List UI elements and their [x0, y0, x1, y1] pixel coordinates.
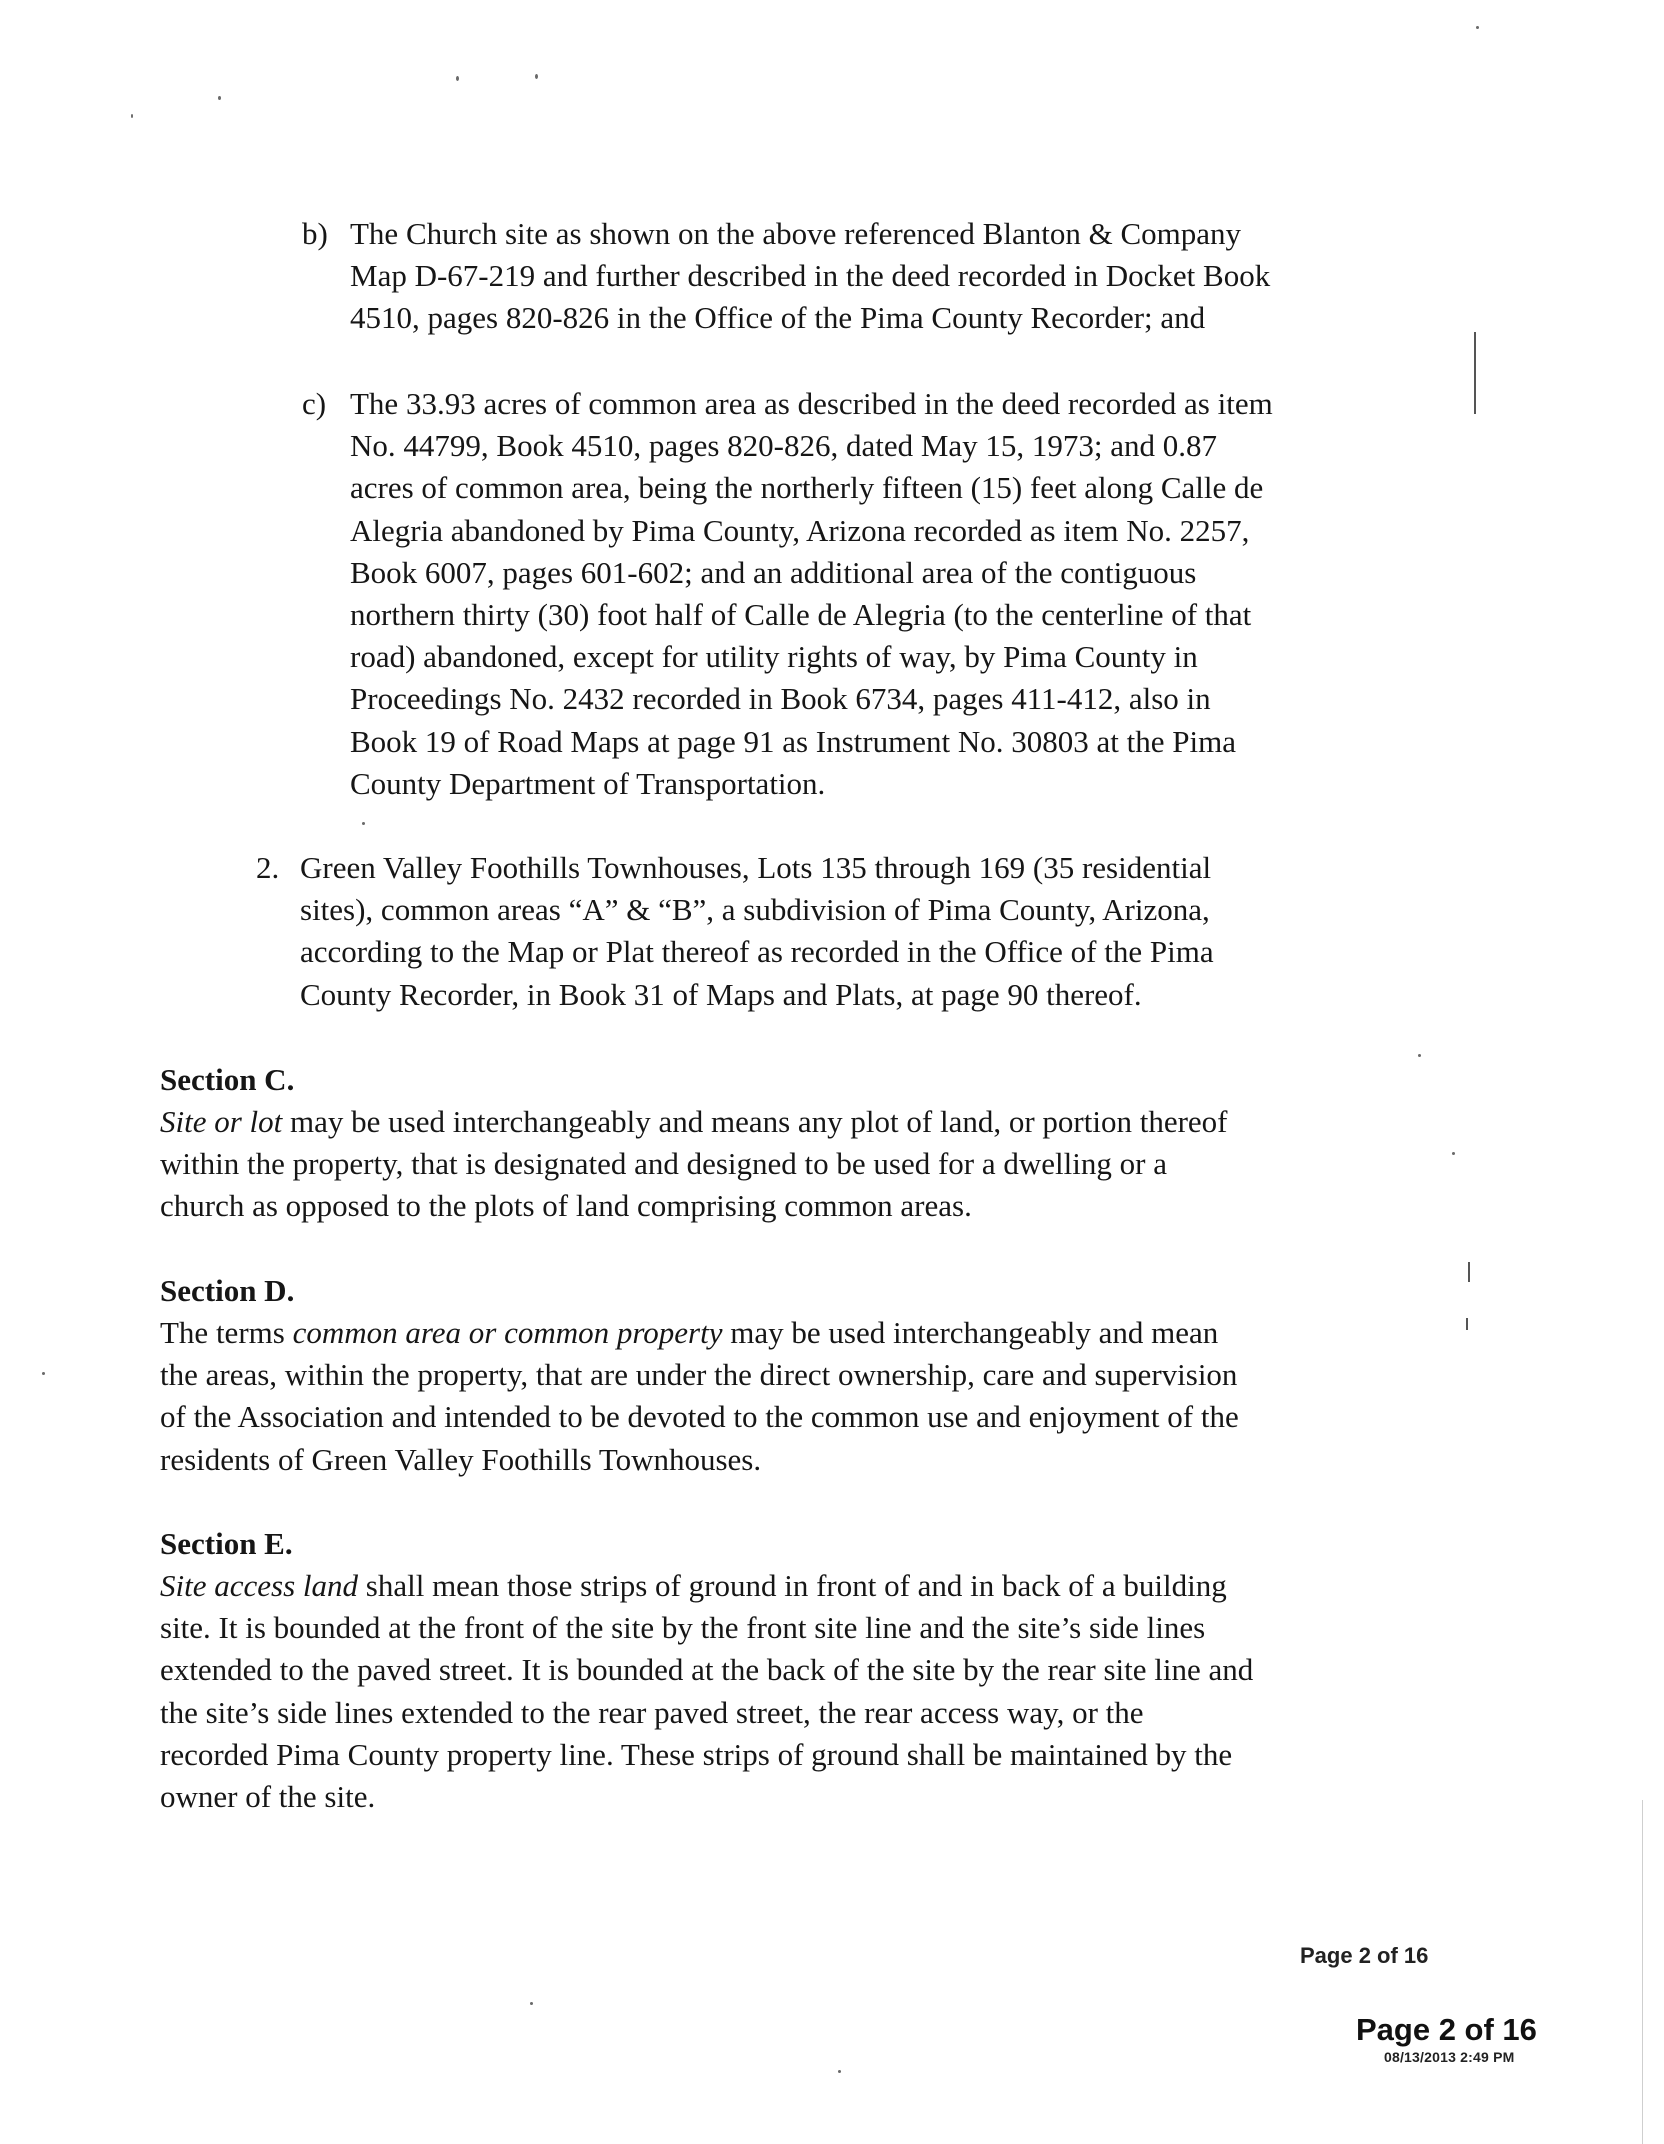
item-c-line: road) abandoned, except for utility rights of way, by Pima County in [350, 639, 1198, 675]
section-e-line: extended to the paved street. It is bounded at the back of the site by the rear site line and [160, 1652, 1254, 1688]
item-2-line: sites), common areas “A” & “B”, a subdivision of Pima County, Arizona, [300, 892, 1210, 928]
section-c-line1-rest: may be used interchangeably and means any plot of land, or portion thereof [282, 1104, 1228, 1139]
section-e-line1-rest: shall mean those strips of ground in front of and in back of a building [358, 1568, 1227, 1603]
section-c-line [160, 1101, 1227, 1143]
scan-speck [131, 114, 133, 118]
section-c-line: within the property, that is designated and designed to be used for a dwelling or a [160, 1146, 1167, 1182]
page-number-small: Page 2 of 16 [1300, 1943, 1429, 1968]
section-c-line: church as opposed to the plots of land comprising common areas. [160, 1188, 972, 1224]
section-d-line: the areas, within the property, that are under the direct ownership, care and supervision [160, 1357, 1238, 1393]
scan-speck [1476, 26, 1479, 29]
scan-speck [362, 822, 365, 825]
scan-speck [838, 2070, 841, 2073]
print-timestamp: 08/13/2013 2:49 PM [1384, 2049, 1515, 2065]
item-2-text [300, 847, 1214, 1016]
section-d-heading: Section D. [160, 1273, 295, 1308]
section-d-line1-rest: may be used interchangeably and mean [722, 1315, 1219, 1350]
section-e-text [160, 1565, 1253, 1818]
item-2-line: County Recorder, in Book 31 of Maps and Plats, at page 90 thereof. [300, 976, 1142, 1012]
scan-speck [1418, 1054, 1421, 1057]
item-c-line: Book 6007, pages 601-602; and an additional area of the contiguous [350, 554, 1197, 590]
item-2-line: according to the Map or Plat thereof as recorded in the Office of the Pima [300, 934, 1214, 970]
item-2-marker: 2. [256, 850, 280, 885]
item-c-line: Book 19 of Road Maps at page 91 as Instrument No. 30803 at the Pima [350, 723, 1236, 759]
section-d-line1-prefix: The terms [160, 1315, 293, 1350]
section-c-heading: Section C. [160, 1062, 295, 1097]
section-e-term: Site access land [160, 1568, 359, 1603]
scan-speck [42, 1372, 45, 1375]
scan-vertical-mark [1468, 1262, 1470, 1282]
item-c-line: acres of common area, being the northerly fifteen (15) feet along Calle de [350, 470, 1264, 506]
item-c-line: The 33.93 acres of common area as described in the deed recorded as item [350, 386, 1273, 421]
item-c-line: Alegria abandoned by Pima County, Arizona recorded as item No. 2257, [350, 512, 1250, 548]
scan-speck [456, 76, 459, 81]
section-e-line: owner of the site. [160, 1779, 376, 1815]
section-d-line: residents of Green Valley Foothills Townhouses. [160, 1441, 762, 1477]
section-c-text [160, 1101, 1227, 1228]
section-e-line: the site’s side lines extended to the rear paved street, the rear access way, or the [160, 1694, 1144, 1730]
scan-edge-shadow [1642, 1800, 1643, 2144]
section-d-text [160, 1312, 1239, 1481]
section-c-term: Site or lot [160, 1104, 283, 1139]
item-b-line: The Church site as shown on the above referenced Blanton & Company [350, 216, 1242, 251]
scan-vertical-mark [1466, 1318, 1468, 1330]
item-b-text [350, 213, 1270, 340]
section-e-line [160, 1565, 1253, 1607]
section-e-line: recorded Pima County property line. These strips of ground shall be maintained by the [160, 1736, 1233, 1772]
item-b-line: 4510, pages 820-826 in the Office of the Pima County Recorder; and [350, 300, 1206, 336]
item-b-marker: b) [302, 216, 328, 251]
item-b-line: Map D-67-219 and further described in the deed recorded in Docket Book [350, 258, 1271, 294]
scan-speck [535, 74, 538, 79]
section-d-line [160, 1312, 1239, 1354]
item-c-line: No. 44799, Book 4510, pages 820-826, dated May 15, 1973; and 0.87 [350, 428, 1218, 464]
item-c-line: County Department of Transportation. [350, 765, 826, 801]
section-e-heading: Section E. [160, 1526, 293, 1561]
scan-speck [1452, 1152, 1455, 1155]
item-c-marker: c) [302, 386, 327, 421]
section-e-line: site. It is bounded at the front of the site by the front site line and the site’s side lines [160, 1610, 1206, 1646]
item-c-line: northern thirty (30) foot half of Calle de Alegria (to the centerline of that [350, 597, 1252, 633]
scan-speck [530, 2002, 533, 2005]
section-d-line: of the Association and intended to be devoted to the common use and enjoyment of the [160, 1399, 1239, 1435]
item-c-line: Proceedings No. 2432 recorded in Book 6734, pages 411-412, also in [350, 681, 1211, 717]
section-d-term: common area or common property [292, 1315, 723, 1350]
item-2-line: Green Valley Foothills Townhouses, Lots 135 through 169 (35 residential [300, 850, 1212, 885]
scan-vertical-mark [1474, 332, 1476, 414]
item-c-text [350, 383, 1273, 805]
scan-speck [218, 96, 221, 100]
page-number-large: Page 2 of 16 [1356, 2012, 1537, 2047]
